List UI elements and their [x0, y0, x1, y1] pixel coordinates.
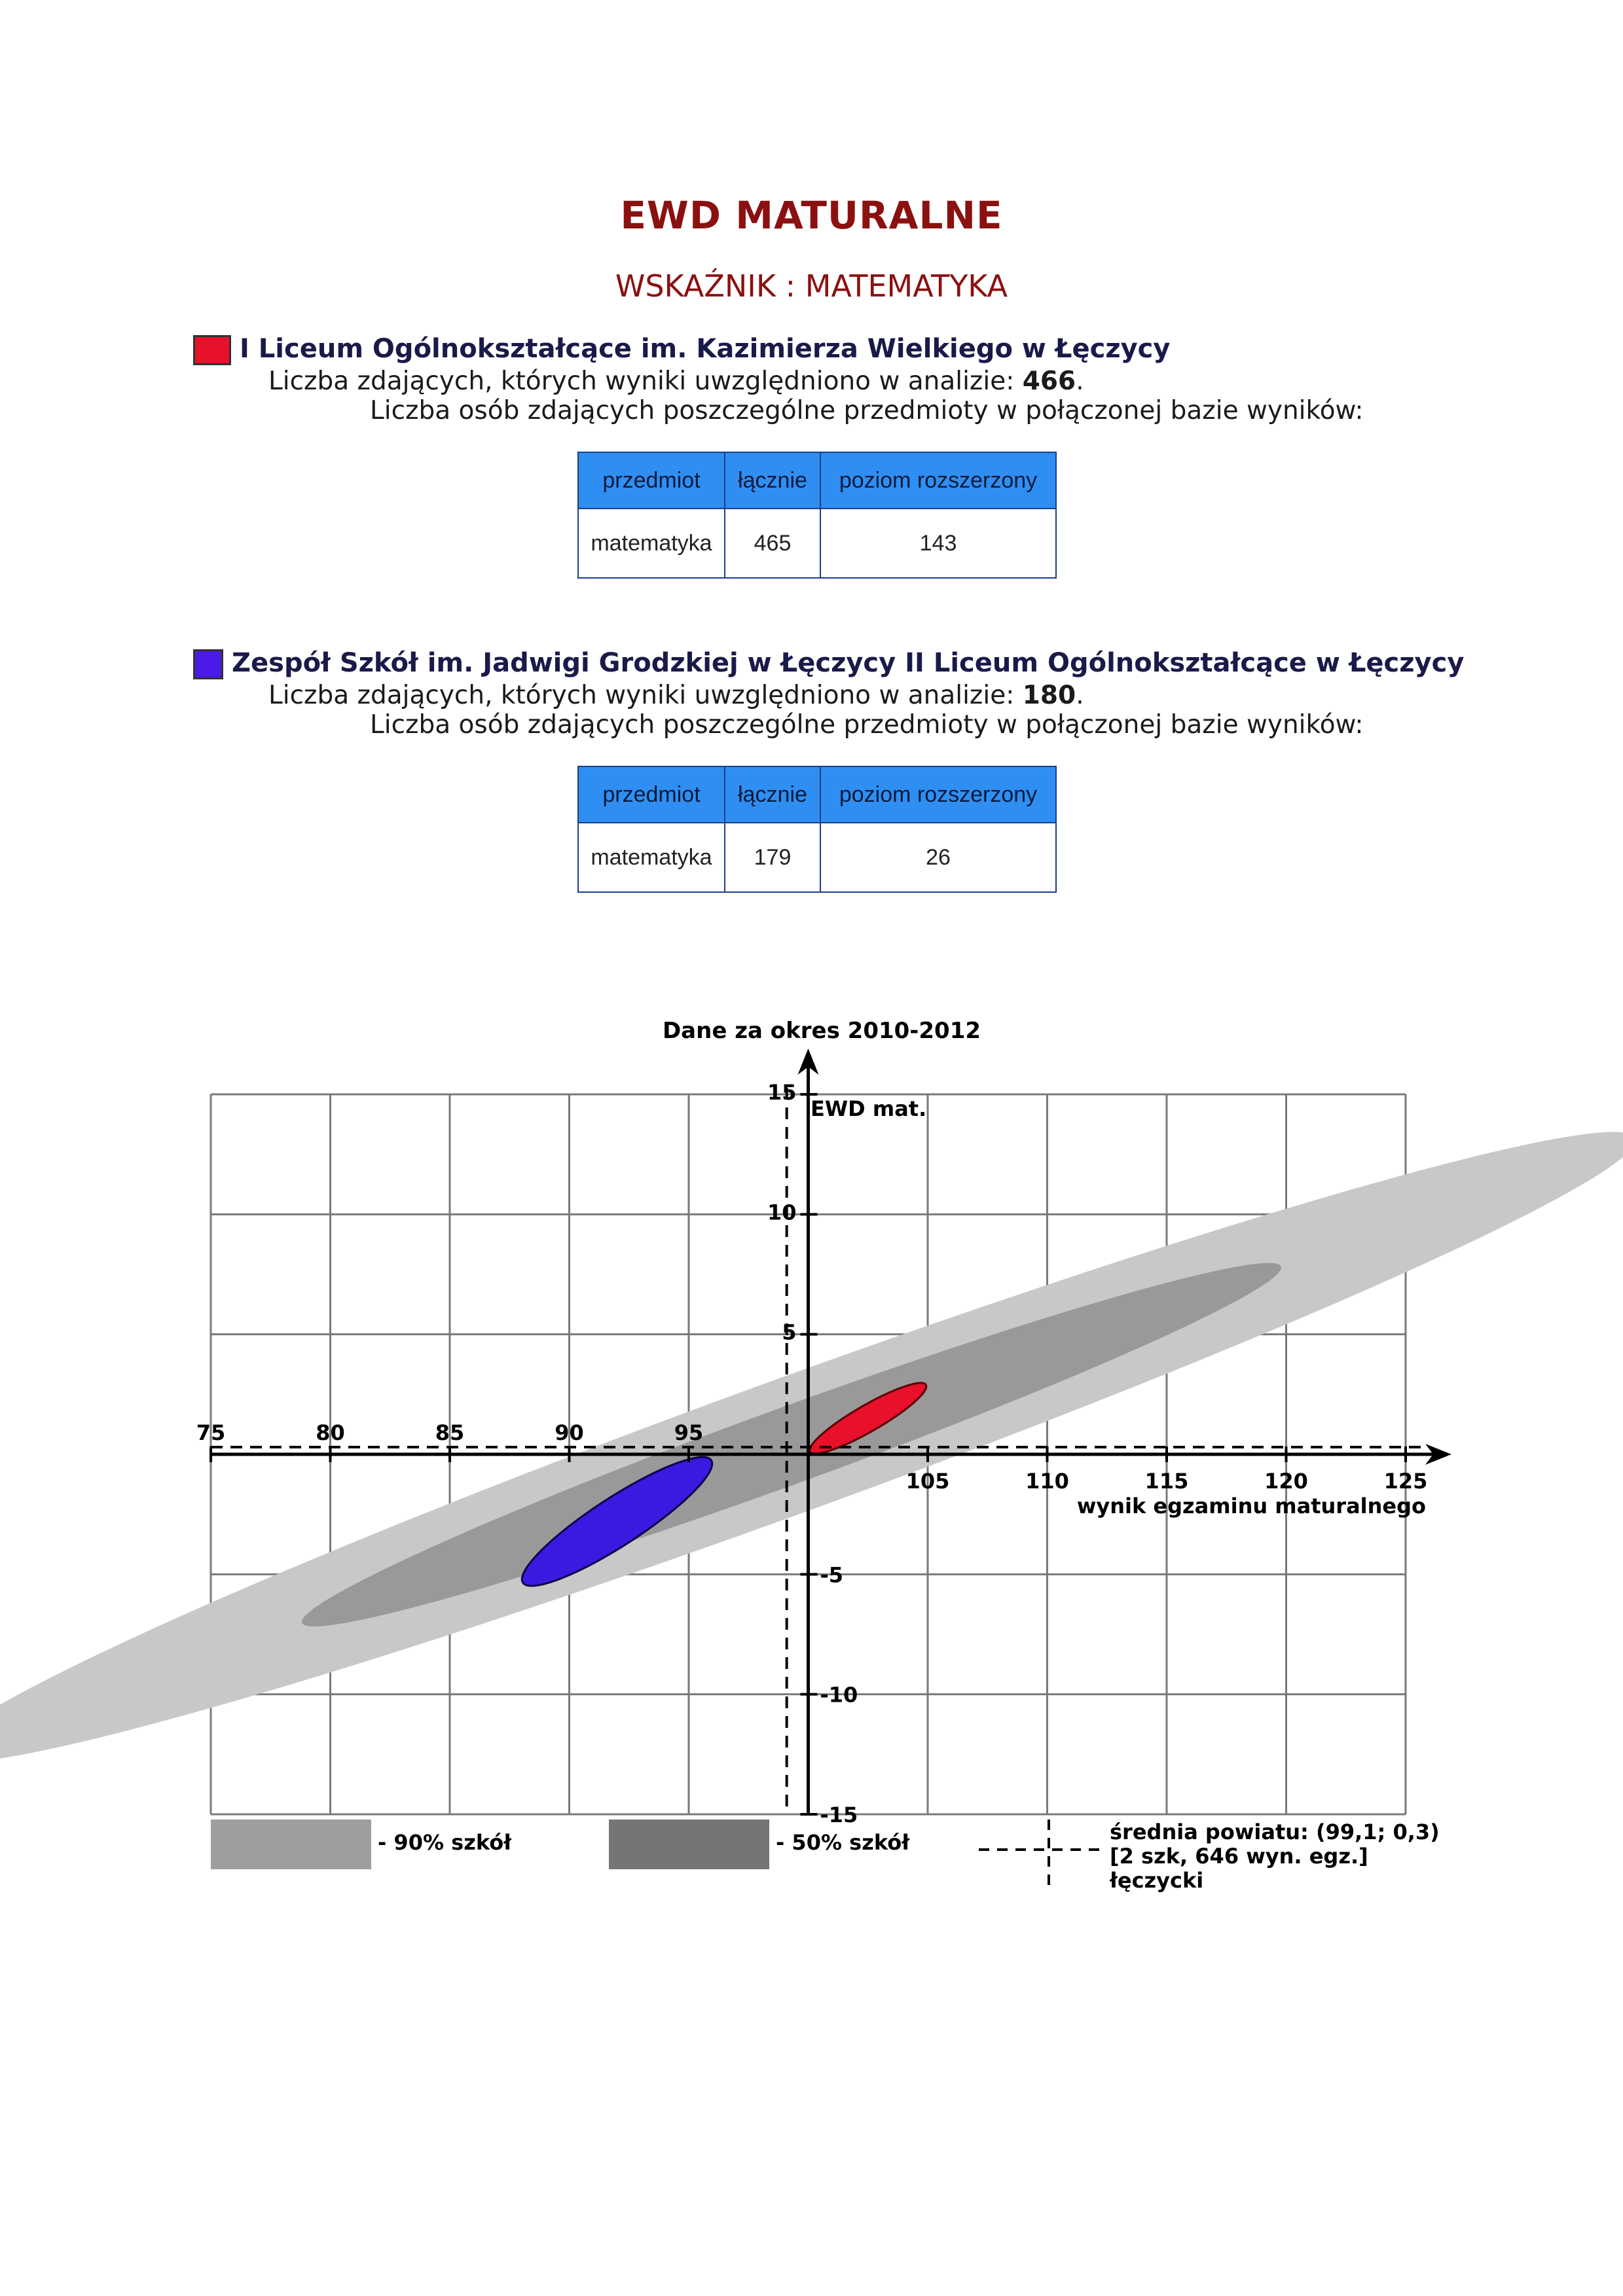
y-tick-label: 15 [767, 1080, 797, 1105]
cell-subject: matematyka [578, 509, 725, 578]
ewd-chart [0, 982, 1623, 1911]
cell-extended: 26 [820, 823, 1056, 892]
count-suffix: . [1076, 367, 1084, 396]
school-name: I Liceum Ogólnokształcące im. Kazimierza Wielkiego w Łęczycy [240, 334, 1171, 364]
x-tick-label: 85 [435, 1420, 465, 1445]
legend-mean-line-1: średnia powiatu: (99,1; 0,3) [1110, 1820, 1440, 1844]
cell-subject: matematyka [578, 823, 725, 892]
school-color-swatch-blue [193, 649, 223, 679]
table-header-row [578, 766, 1056, 823]
cell-total: 179 [725, 823, 820, 892]
header-rozszerzony: poziom rozszerzony [820, 452, 1056, 509]
y-axis-label: EWD mat. [811, 1096, 927, 1121]
y-tick-label: 5 [782, 1319, 797, 1345]
count-suffix: . [1076, 681, 1084, 710]
y-tick-label: -10 [820, 1682, 858, 1708]
table-row [578, 823, 1056, 892]
cell-extended: 143 [820, 509, 1056, 578]
subjects-table [577, 452, 1057, 579]
count-text: Liczba zdających, których wyniki uwzględniono w analizie: [268, 681, 1023, 710]
chart-legend [211, 1820, 1440, 1893]
page-title: EWD MATURALNE [620, 193, 1003, 238]
school-color-swatch-red [193, 335, 231, 365]
x-tick-label: 120 [1264, 1469, 1308, 1494]
subject-intro: Liczba osób zdających poszczególne przedmioty w połączonej bazie wyników: [370, 396, 1364, 425]
header-lacznie: łącznie [725, 766, 820, 823]
header-rozszerzony: poziom rozszerzony [820, 766, 1056, 823]
chart-title: Dane za okres 2010-2012 [662, 1018, 981, 1044]
school-count-line [268, 681, 1084, 710]
y-tick-label: -15 [820, 1803, 858, 1827]
cell-total: 465 [725, 509, 820, 578]
x-tick-label: 75 [196, 1420, 226, 1445]
x-tick-label: 110 [1025, 1469, 1069, 1494]
x-tick-label: 80 [316, 1420, 345, 1445]
legend-swatch-50 [609, 1820, 769, 1869]
x-tick-label: 95 [674, 1420, 704, 1445]
school-count-line [268, 367, 1084, 396]
legend-label-90: - 90% szkół [378, 1830, 512, 1855]
y-tick-label: 10 [767, 1200, 797, 1225]
x-tick-label: 125 [1383, 1469, 1428, 1494]
header-lacznie: łącznie [725, 452, 820, 509]
x-tick-label: 90 [555, 1420, 584, 1445]
school-name: Zespół Szkół im. Jadwigi Grodzkiej w Łęczycy II Liceum Ogólnokształcące w Łęczycy [232, 648, 1465, 678]
header-przedmiot: przedmiot [578, 766, 725, 823]
count-value: 466 [1022, 367, 1076, 396]
x-tick-label: 105 [905, 1469, 950, 1494]
table-header-row [578, 452, 1056, 509]
y-tick-label: -5 [820, 1562, 844, 1588]
subjects-table [577, 766, 1057, 893]
count-text: Liczba zdających, których wyniki uwzględniono w analizie: [268, 367, 1023, 396]
count-value: 180 [1022, 681, 1076, 710]
page-subtitle: WSKAŹNIK : MATEMATYKA [615, 268, 1008, 304]
table-row [578, 509, 1056, 578]
legend-mean-line-2: [2 szk, 646 wyn. egz.] [1110, 1844, 1368, 1869]
legend-swatch-90 [211, 1820, 371, 1869]
x-axis-label: wynik egzaminu maturalnego [1076, 1494, 1426, 1518]
legend-mean-line-3: łęczycki [1110, 1868, 1204, 1893]
legend-label-50: - 50% szkół [776, 1830, 910, 1855]
subject-intro: Liczba osób zdających poszczególne przedmioty w połączonej bazie wyników: [370, 710, 1364, 740]
header-przedmiot: przedmiot [578, 452, 725, 509]
x-tick-label: 115 [1144, 1469, 1189, 1494]
